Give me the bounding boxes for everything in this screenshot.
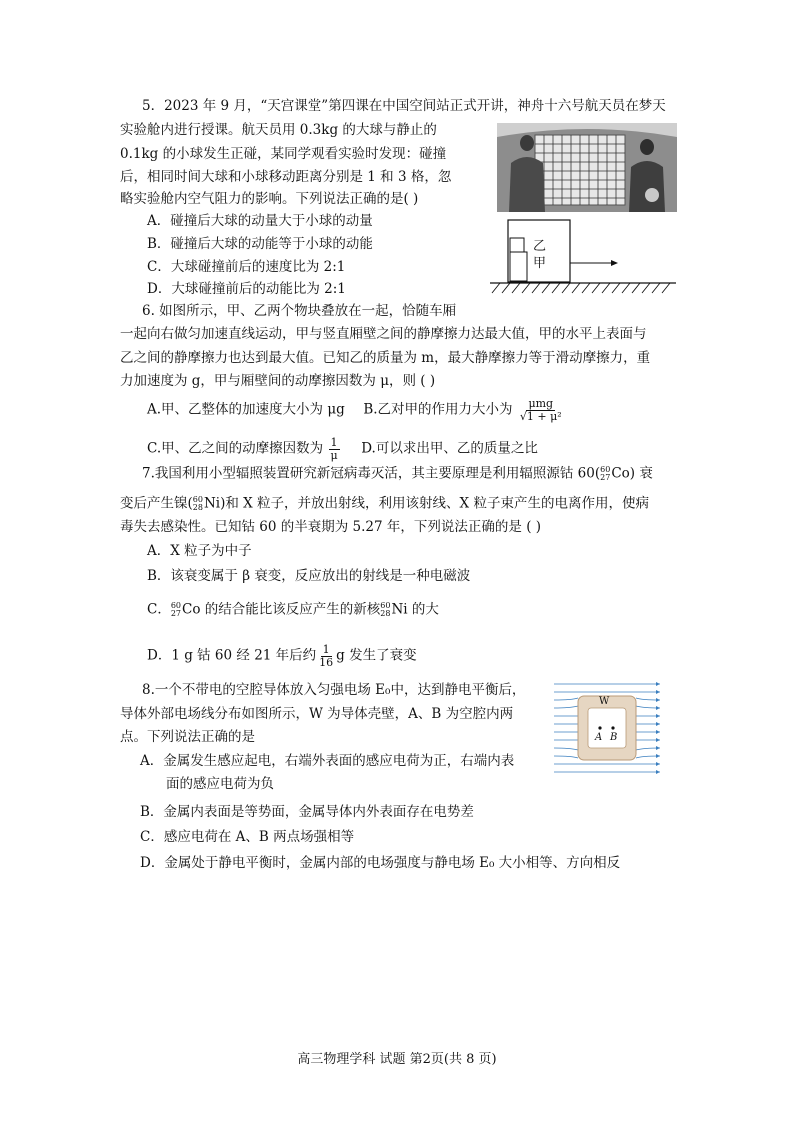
q5-line-4: 后，相同时间大球和小球移动距离分别是 1 和 3 格，忽	[120, 169, 452, 185]
page-footer: 高三物理学科 试题 第2页(共 8 页)	[297, 1052, 497, 1067]
q7-line-2: 变后产生镍( 60 28 Ni)和 X 粒子，并放出射线，利用该射线、X 粒子束产生的电离作用，使病	[120, 495, 649, 512]
q6-options-cd	[147, 437, 538, 461]
q8-option-b: B．金属内表面是等势面，金属导体内外表面存在电势差	[140, 804, 474, 820]
q8-field-figure	[552, 678, 662, 776]
q7-line-3: 毒失去感染性。已知钴 60 的半衰期为 5.27 年，下列说法正确的是 ( )	[120, 519, 542, 535]
q8-line-3: 点。下列说法正确的是	[120, 729, 255, 745]
q5-line-5: 略实验舱内空气阻力的影响。下列说法正确的是( )	[120, 191, 419, 207]
ni-isotope: 60 28	[192, 495, 203, 512]
q5-option-a: A．碰撞后大球的动量大于小球的动量	[147, 213, 373, 229]
co-isotope-c: 60 27	[170, 601, 182, 618]
q8-line-2: 导体外部电场线分布如图所示，W 为导体壳壁，A、B 为空腔内两	[120, 706, 514, 722]
q6-option-c: C.甲、乙之间的动摩擦因数为	[147, 440, 324, 457]
q7-option-a: A．X 粒子为中子	[147, 543, 252, 559]
q5-line-1: 5．2023 年 9 月，“天宫课堂”第四课在中国空间站正式开讲，神舟十六号航天员在梦天	[142, 98, 666, 114]
q7-option-d-fraction: $\frac{1}{16}$	[319, 643, 334, 669]
q8-option-a-line-2: 面的感应电荷为负	[166, 776, 274, 792]
q6-line-2: 一起向右做匀加速直线运动，甲与竖直厢壁之间的静摩擦力达最大值，甲的水平上表面与	[120, 326, 647, 342]
q5-option-c: C．大球碰撞前后的速度比为 2:1	[147, 259, 346, 275]
q7-option-c: C． 60 27 Co 的结合能比该反应产生的新核 60 28 Ni 的大	[147, 601, 439, 618]
q7-option-b: B．该衰变属于 β 衰变，反应放出的射线是一种电磁波	[147, 568, 471, 584]
q6-option-d: D.可以求出甲、乙的质量之比	[361, 440, 538, 457]
q6-carriage-figure	[488, 215, 678, 297]
q5-line-3: 0.1kg 的小球发生正碰，某同学观看实验时发现：碰撞	[120, 146, 447, 162]
ni-isotope-c: 60 28	[380, 601, 391, 618]
astronaut-photo	[497, 123, 677, 212]
q6-option-b-fraction: $\frac{\text{μmg}}{\text{√1 + μ²}}$	[519, 397, 562, 423]
co-isotope: 60 27	[600, 465, 611, 482]
q8-label-b: B	[610, 732, 618, 743]
q6-label-jia: 甲	[533, 256, 547, 271]
q6-options-ab	[147, 398, 565, 422]
q6-label-yi: 乙	[533, 239, 547, 254]
q5-option-b: B．碰撞后大球的动能等于小球的动能	[147, 236, 373, 252]
q8-option-c: C．感应电荷在 A、B 两点场强相等	[140, 829, 355, 845]
q6-line-1: 6. 如图所示，甲、乙两个物块叠放在一起，恰随车厢	[142, 303, 457, 319]
q8-line-1: 8.一个不带电的空腔导体放入匀强电场 E₀中，达到静电平衡后，	[142, 682, 526, 698]
q8-option-d: D．金属处于静电平衡时，金属内部的电场强度与静电场 E₀ 大小相等、方向相反	[140, 855, 621, 871]
q8-label-a: A	[595, 732, 603, 743]
q6-option-b: B.乙对甲的作用力大小为	[363, 401, 513, 418]
q8-option-a-line-1: A．金属发生感应起电，右端外表面的感应电荷为正，右端内表	[140, 753, 515, 769]
q6-option-c-fraction: $\frac{1}{\mu}$	[330, 436, 338, 462]
q7-option-d: D．1 g 钴 60 经 21 年后约 $\frac{1}{16}$ g 发生了衰变	[147, 643, 417, 669]
q7-line-1: 7.我国利用小型辐照装置研究新冠病毒灭活，其主要原理是利用辐照源钴 60( 60 27 Co) 衰	[142, 465, 653, 482]
q6-line-3: 乙之间的静摩擦力也达到最大值。已知乙的质量为 m，最大静摩擦力等于滑动摩擦力，重	[120, 350, 651, 366]
q8-label-w: W	[599, 696, 610, 707]
q6-line-4: 力加速度为 g，甲与厢壁间的动摩擦因数为 μ，则 ( )	[120, 373, 436, 389]
q5-line-2: 实验舱内进行授课。航天员用 0.3kg 的大球与静止的	[120, 122, 437, 138]
q5-option-d: D．大球碰撞前后的动能比为 2:1	[147, 281, 346, 297]
q6-option-a: A.甲、乙整体的加速度大小为 μg	[147, 401, 345, 418]
